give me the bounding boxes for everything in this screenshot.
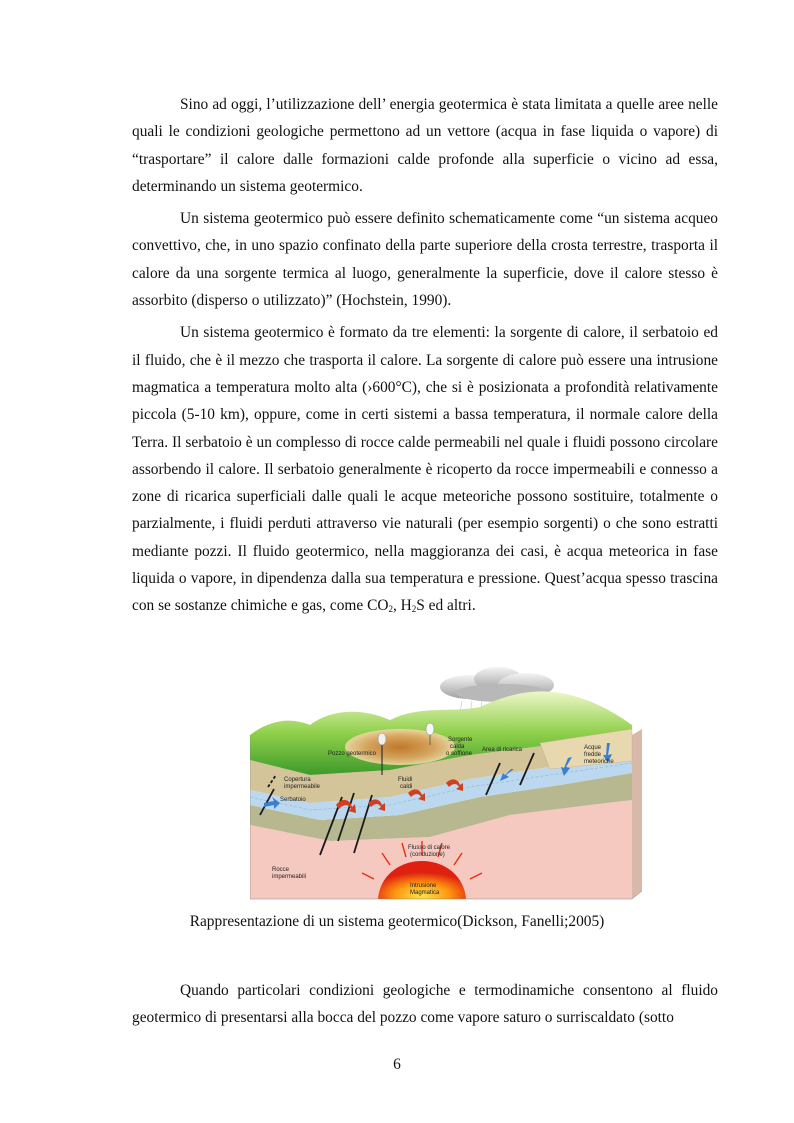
paragraph-3 bbox=[132, 319, 718, 623]
label-cover-1: Copertura bbox=[284, 777, 311, 783]
figure-caption: Rappresentazione di un sistema geotermico(Dickson, Fanelli;2005) bbox=[189, 913, 605, 930]
label-magma-1: Intrusione bbox=[410, 883, 437, 889]
paragraph-4: Quando particolari condizioni geologiche e termodinamiche consentono al fluido geotermico di presentarsi alla bocca del pozzo come vapore saturo o surriscaldato (sotto bbox=[132, 982, 718, 1027]
label-hot-fluid-1: Fluidi bbox=[398, 777, 413, 783]
label-heat-flow-2: (conduzione) bbox=[410, 852, 445, 858]
paragraph-2: Un sistema geotermico può essere definito schematicamente come “un sistema acqueo convettivo, che, in uno spazio confinato della parte superiore della crosta terrestre, trasporta il calore da una sorgente termica al luogo, generalmente la superficie, dove il calore stesso è assorbito (disperso o utilizzato)” (Hochstein, 1990). bbox=[132, 210, 718, 310]
paragraph-1: Sino ad oggi, l’utilizzazione dell’ energia geotermica è stata limitata a quelle aree nelle quali le condizioni geologiche permettono ad un vettore (acqua in fase liquida o vapore) di “trasportare” il calore dalle formazioni calde profonde alla superficie o vicino ad essa, determinando un sistema geotermico. bbox=[132, 96, 718, 195]
tail-prefix: come CO bbox=[329, 597, 389, 615]
label-spring-3: o soffione bbox=[446, 751, 472, 757]
label-cold-2: fredde bbox=[584, 752, 602, 758]
geothermal-system-figure bbox=[250, 665, 650, 905]
page-number: 6 bbox=[393, 1056, 401, 1073]
label-cover-2: impermeabile bbox=[284, 784, 321, 790]
body-text bbox=[132, 91, 718, 629]
thermal-anomaly-zone bbox=[345, 729, 455, 765]
label-hot-fluid-2: caldi bbox=[400, 784, 413, 790]
label-heat-flow-1: Flusso di calore bbox=[408, 845, 451, 851]
label-cold-1: Acque bbox=[584, 745, 602, 751]
paragraph-3-tail bbox=[330, 597, 476, 614]
label-magma-2: Magmatica bbox=[410, 890, 440, 896]
tail-suffix: S ed altri. bbox=[416, 597, 476, 615]
label-rocks-1: Rocce bbox=[272, 867, 290, 873]
label-spring-1: Sorgente bbox=[448, 737, 473, 743]
co2-subscript: 2 bbox=[388, 604, 393, 615]
label-reservoir: Serbatoio bbox=[280, 797, 306, 803]
h2s-subscript: 2 bbox=[411, 604, 417, 615]
label-cold-3: meteoriche bbox=[584, 759, 614, 765]
label-spring-2: calda bbox=[450, 744, 465, 750]
paragraph-3-text: Un sistema geotermico è formato da tre elementi: la sorgente di calore, il serbatoio ed il fluido, che è il mezzo che trasporta il calore. La sorgente di calore può essere una intrusione magmatica a temperatura molto alta (›600°C), che si è posizionata a profondità relativamente piccola (5-10 km), oppure, come in certi sistemi a bassa temperatura, il normale calore della Terra. Il serbatoio è un complesso di rocce calde permeabili nel quale i fluidi possono circolare assorbendo il calore. Il serbatoio generalmente è ricoperto da rocce impermeabili e connesso a zone di ricarica superficiali dalle quali le acque meteoriche possono sostituire, totalmente o parzialmente, i fluidi perduti attraverso vie naturali (per esempio sorgenti) o che sono estratti mediante pozzi. Il fluido geotermico, nella maggioranza dei casi, è acqua meteorica in fase liquida o vapore, in dipendenza dalla sua temperatura e pressione. Quest’acqua spesso trascina con se sostanze chimiche e gas, bbox=[132, 324, 718, 615]
label-well: Pozzo geotermico bbox=[328, 751, 377, 757]
label-rocks-2: impermeabili bbox=[272, 874, 307, 880]
block-side bbox=[632, 729, 642, 899]
label-recharge: Area di ricarica bbox=[482, 747, 523, 753]
tail-mid: , H bbox=[392, 597, 412, 615]
